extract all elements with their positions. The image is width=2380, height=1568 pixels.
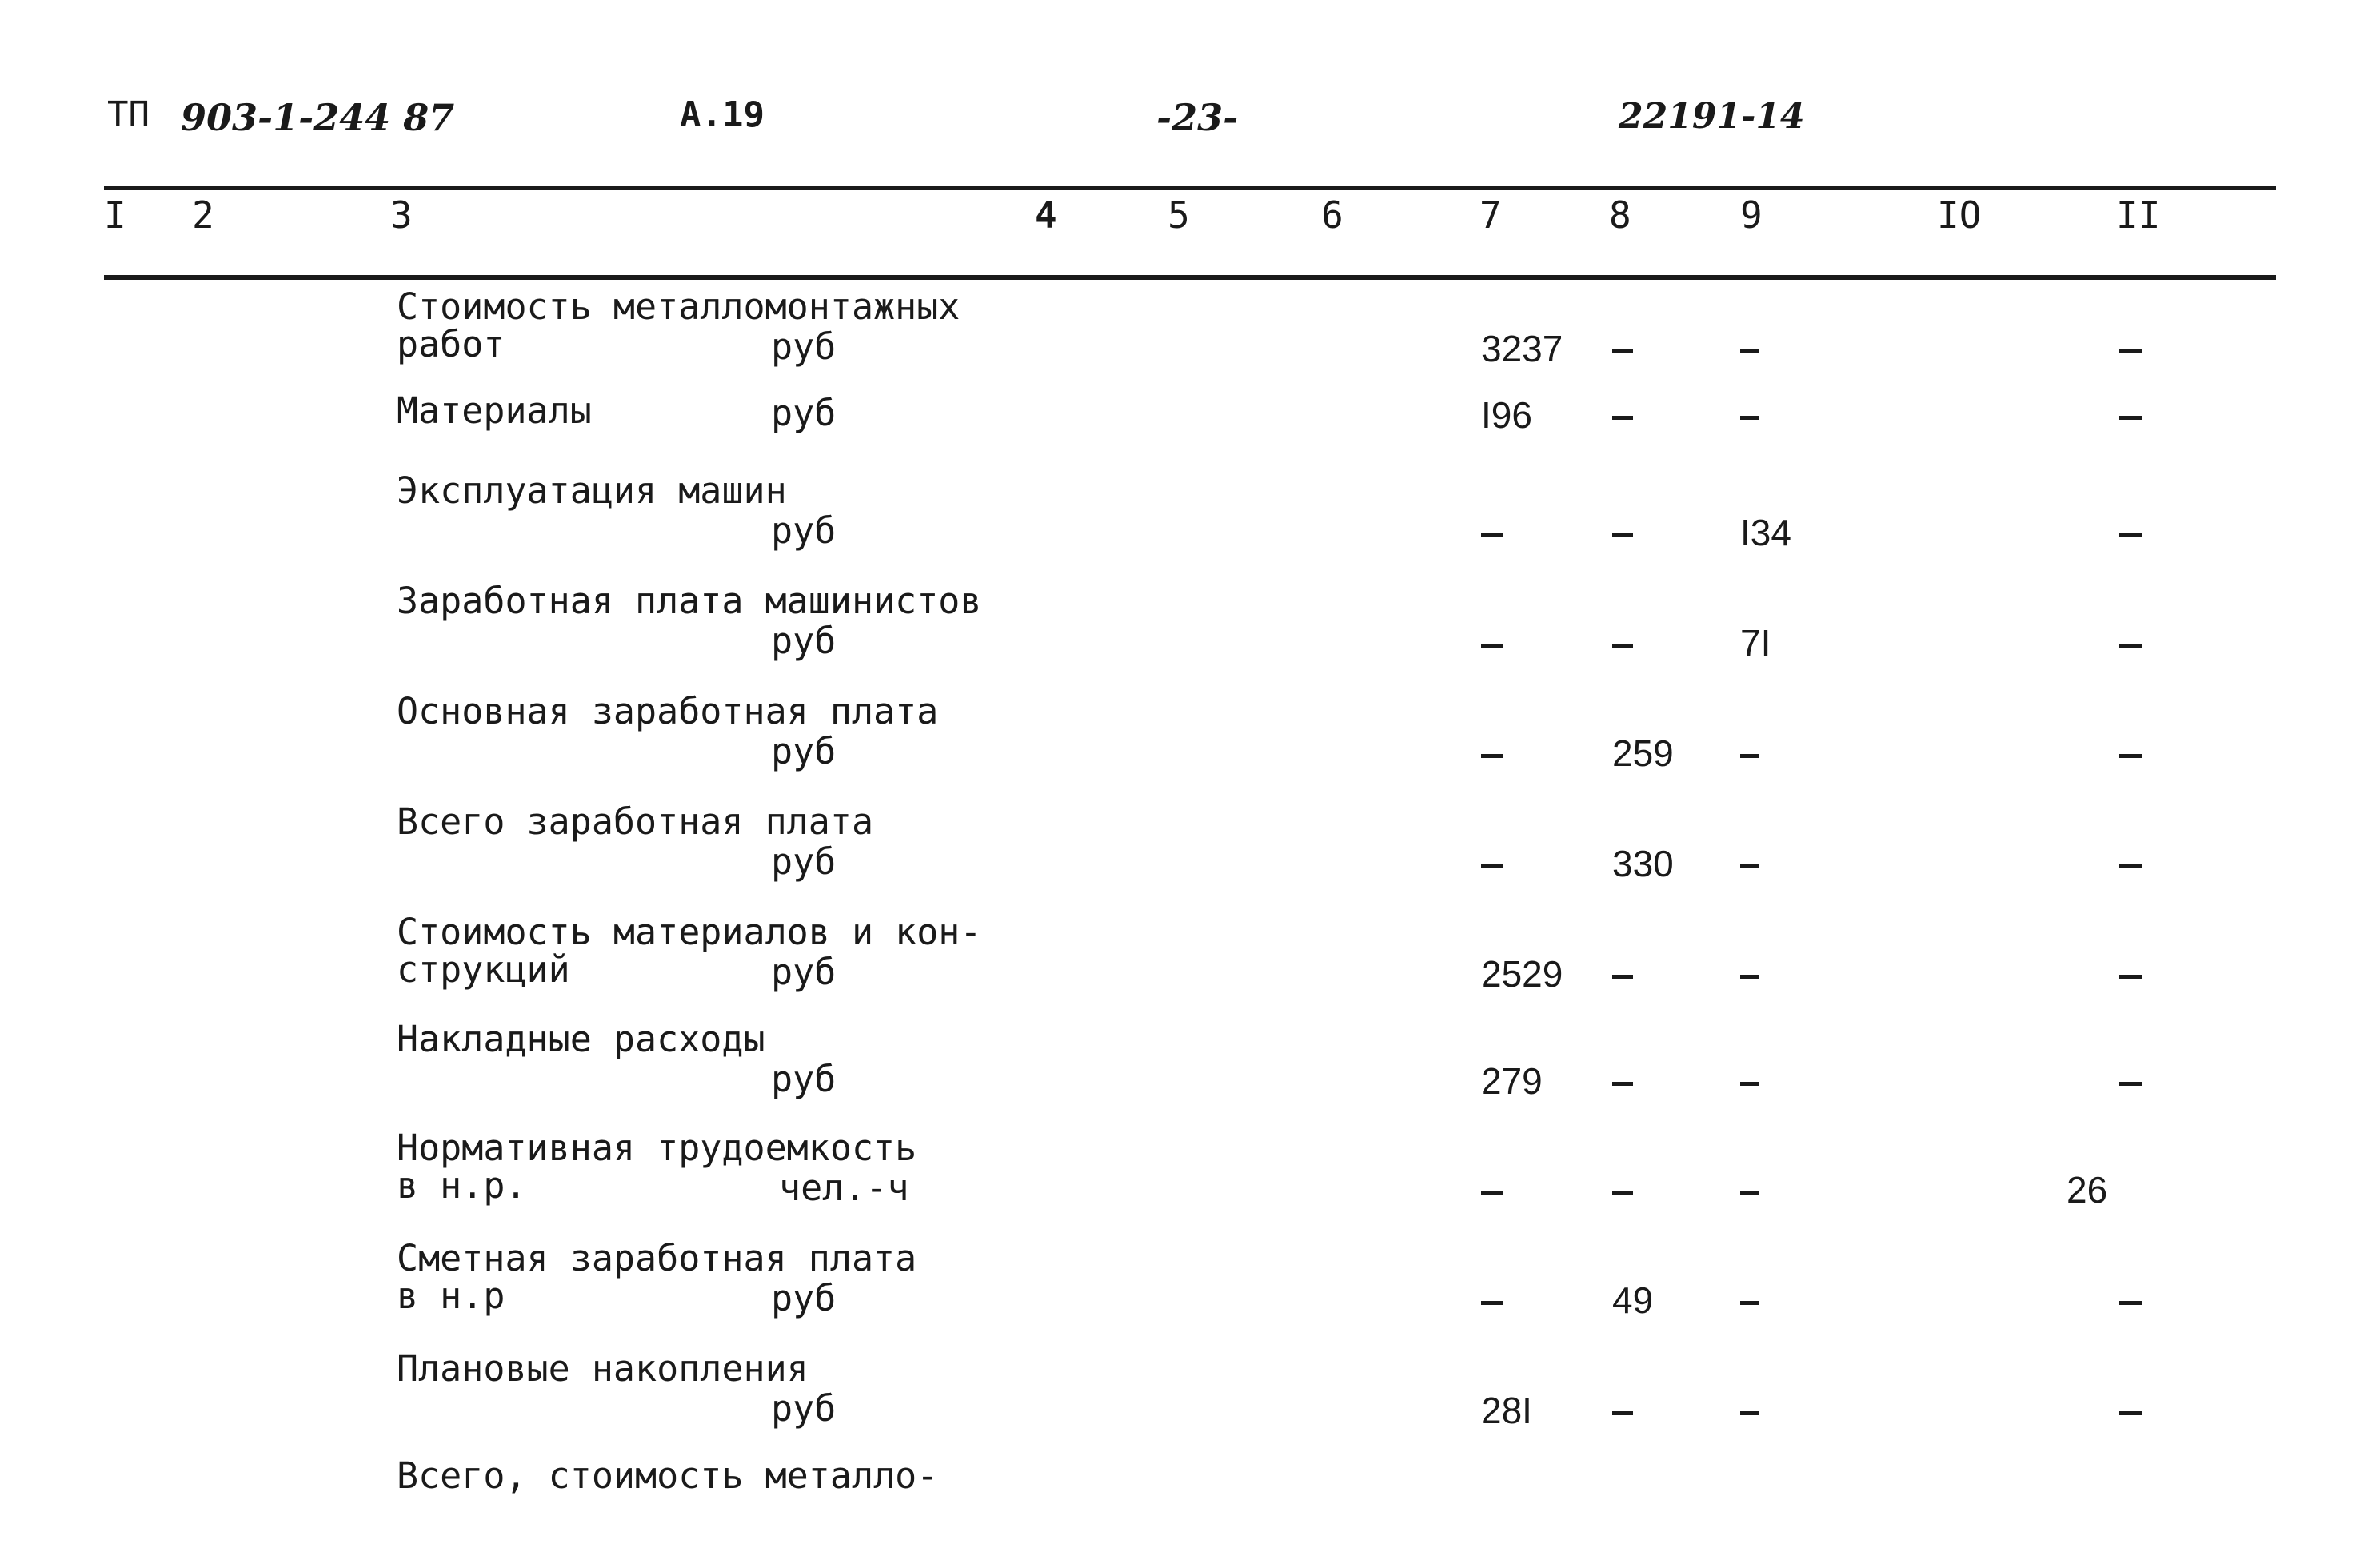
cell-value-col8: 49 [1612, 1279, 1654, 1321]
unit-label: руб [771, 840, 837, 883]
empty-value-dash [1612, 416, 1633, 420]
header-rule-top [104, 186, 2276, 190]
empty-value-dash [1612, 644, 1633, 648]
row-label: Нормативная трудоемкость [397, 1127, 917, 1169]
page-number: -23- [1156, 96, 1239, 139]
empty-value-dash [1612, 1411, 1633, 1415]
column-number: IO [1937, 194, 1982, 237]
empty-value-dash [2119, 864, 2142, 868]
cell-value-col7: 279 [1481, 1060, 1543, 1102]
column-number: I [104, 194, 126, 237]
unit-label: руб [771, 1387, 837, 1430]
unit-label: руб [771, 325, 837, 368]
column-number: 4 [1035, 194, 1057, 237]
cell-value-col7: 28I [1481, 1390, 1532, 1431]
empty-value-dash [1612, 1191, 1633, 1195]
column-number: 2 [192, 194, 214, 237]
row-label: работ [397, 323, 505, 365]
cell-value-col7: 2529 [1481, 953, 1563, 995]
unit-label: руб [771, 620, 837, 662]
album-number: А.19 [680, 94, 765, 135]
doc-prefix: ТП [107, 94, 150, 135]
cell-value-col7: 3237 [1481, 328, 1563, 369]
empty-value-dash [1481, 644, 1503, 648]
empty-value-dash [2119, 975, 2142, 979]
empty-value-dash [1612, 533, 1633, 537]
row-label: Материалы [397, 389, 592, 432]
row-label: Сметная заработная плата [397, 1237, 917, 1279]
column-number: 7 [1480, 194, 1502, 237]
cell-value-col8: 330 [1612, 843, 1674, 884]
unit-label: руб [771, 509, 837, 552]
row-label: в н.р. [397, 1164, 527, 1207]
column-number: 8 [1609, 194, 1631, 237]
empty-value-dash [2119, 349, 2142, 353]
unit-label: руб [771, 1058, 837, 1100]
empty-value-dash [1740, 1191, 1759, 1195]
row-label: струкций [397, 948, 570, 991]
row-label: Плановые накопления [397, 1347, 809, 1390]
empty-value-dash [2119, 533, 2142, 537]
unit-label: руб [771, 1277, 837, 1319]
row-label: в н.р [397, 1275, 505, 1317]
column-number: 3 [390, 194, 413, 237]
empty-value-dash [1612, 975, 1633, 979]
empty-value-dash [1740, 975, 1759, 979]
column-number: II [2116, 194, 2161, 237]
empty-value-dash [1740, 349, 1759, 353]
empty-value-dash [1740, 1411, 1759, 1415]
empty-value-dash [1481, 864, 1503, 868]
cell-value-col9: I34 [1740, 512, 1791, 553]
footer-label: Всего, стоимость металло- [397, 1454, 939, 1497]
column-number: 5 [1168, 194, 1190, 237]
empty-value-dash [1740, 416, 1759, 420]
cell-value-col8: 259 [1612, 732, 1674, 774]
empty-value-dash [1740, 754, 1759, 758]
cell-value-col7: I96 [1481, 394, 1532, 436]
empty-value-dash [2119, 1301, 2142, 1305]
row-label: Накладные расходы [397, 1018, 765, 1060]
empty-value-dash [1612, 1082, 1633, 1086]
column-number: 6 [1321, 194, 1344, 237]
empty-value-dash [1740, 1082, 1759, 1086]
row-label: Стоимость металломонтажных [397, 285, 960, 328]
cell-value-col10: 26 [2067, 1169, 2108, 1211]
unit-label: руб [771, 951, 837, 993]
row-label: Эксплуатация машин [397, 469, 787, 512]
empty-value-dash [2119, 644, 2142, 648]
empty-value-dash [2119, 416, 2142, 420]
empty-value-dash [1481, 533, 1503, 537]
row-label: Всего заработная плата [397, 800, 874, 843]
header-rule-bottom [104, 275, 2276, 280]
unit-label: руб [771, 730, 837, 772]
empty-value-dash [1481, 754, 1503, 758]
empty-value-dash [2119, 754, 2142, 758]
doc-number: 22191-14 [1619, 96, 1805, 137]
empty-value-dash [1740, 1301, 1759, 1305]
project-code: 903-1-244 87 [181, 96, 455, 139]
unit-label: чел.-ч [779, 1167, 909, 1209]
row-label: Основная заработная плата [397, 690, 939, 732]
empty-value-dash [1481, 1301, 1503, 1305]
empty-value-dash [2119, 1411, 2142, 1415]
cell-value-col9: 7I [1740, 622, 1771, 664]
row-label: Заработная плата машинистов [397, 580, 982, 622]
empty-value-dash [2119, 1082, 2142, 1086]
empty-value-dash [1612, 349, 1633, 353]
column-number: 9 [1740, 194, 1763, 237]
unit-label: руб [771, 392, 837, 434]
row-label: Стоимость материалов и кон- [397, 911, 982, 953]
empty-value-dash [1740, 864, 1759, 868]
empty-value-dash [1481, 1191, 1503, 1195]
